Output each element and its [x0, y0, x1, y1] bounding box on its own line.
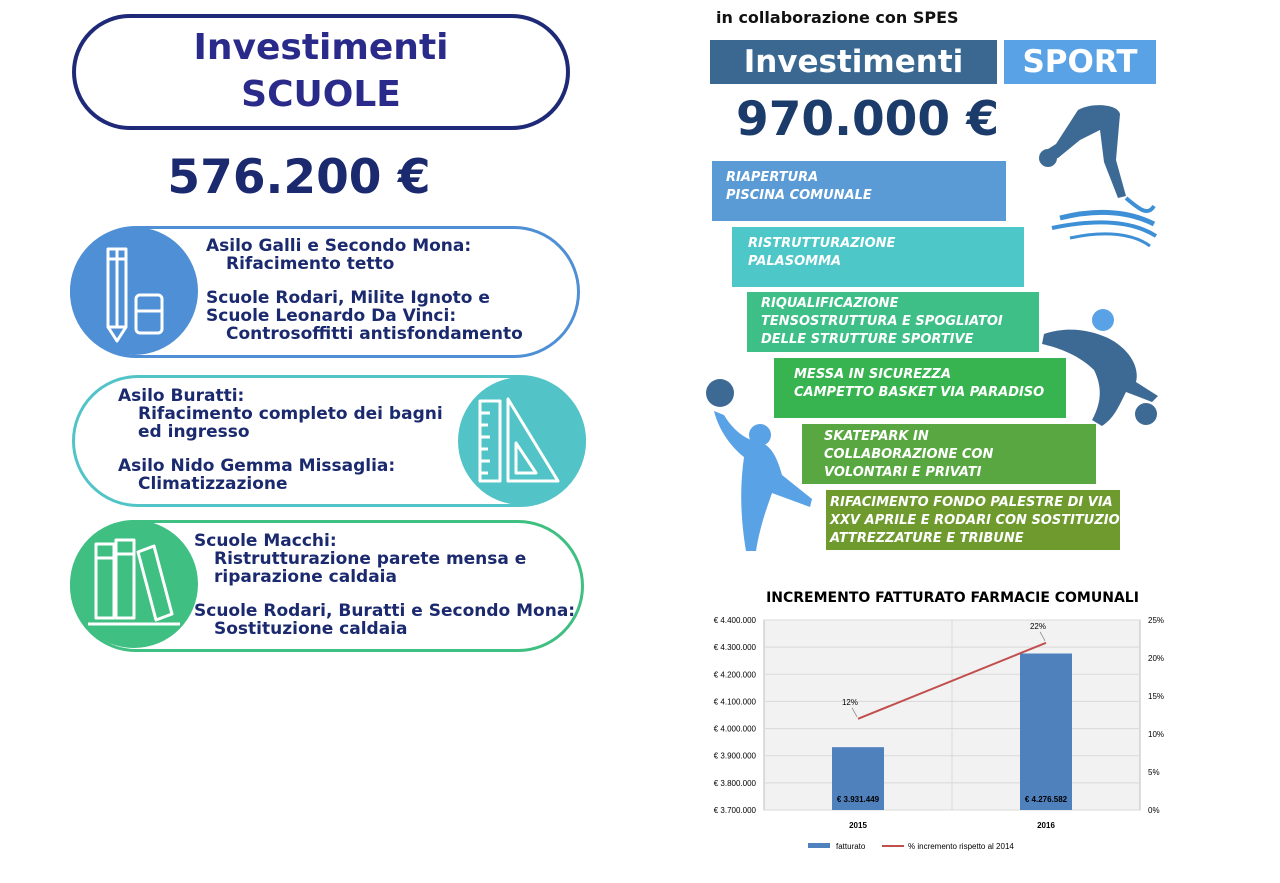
- school-card-line: Rifacimento tetto: [226, 254, 395, 274]
- school-card-line: Scuole Leonardo Da Vinci:: [206, 306, 457, 326]
- y-tick-label: € 3.900.000: [713, 751, 756, 761]
- sport-tag-box: SPORT: [1004, 40, 1156, 84]
- school-card-line: Ristrutturazione parete mensa e: [214, 549, 527, 569]
- scuole-amount: 576.200 €: [167, 150, 431, 205]
- school-card-line: Asilo Buratti:: [118, 386, 245, 406]
- y2-tick-label: 25%: [1148, 616, 1165, 625]
- volleyball-player-icon: [700, 375, 820, 555]
- x-tick-label: 2015: [849, 821, 867, 830]
- scuole-title-pill: [72, 14, 570, 130]
- sport-item-2: RISTRUTTURAZIONE PALASOMMA: [732, 227, 1024, 287]
- sport-item-5: SKATEPARK IN COLLABORAZIONE CON VOLONTARI E PRIVATI: [802, 424, 1096, 484]
- sport-item-6: RIFACIMENTO FONDO PALESTRE DI VIA XXV APRILE E RODARI CON SOSTITUZIONE ATTREZZATURE E TRIBUNE: [826, 490, 1120, 550]
- y-tick-label: € 4.000.000: [713, 724, 756, 734]
- y-tick-label: € 4.200.000: [713, 670, 756, 680]
- sport-investimenti-box: Investimenti: [710, 40, 997, 84]
- y2-tick-label: 15%: [1148, 692, 1165, 701]
- legend-label-fatturato: fatturato: [836, 842, 866, 851]
- bar-value-label: € 4.276.582: [1024, 795, 1068, 804]
- legend-label-increment: % incremento rispetto al 2014: [908, 842, 1014, 851]
- line-value-label: 22%: [1029, 621, 1047, 631]
- school-card-2-text: [118, 387, 443, 493]
- sport-amount: 970.000 €: [736, 92, 1000, 147]
- sport-item-4: MESSA IN SICUREZZA CAMPETTO BASKET VIA PARADISO: [774, 358, 1066, 418]
- y2-tick-label: 20%: [1148, 654, 1165, 663]
- school-card-line: [206, 273, 523, 289]
- school-card-line: Scuole Rodari, Buratti e Secondo Mona:: [194, 601, 576, 621]
- school-card-line: Sostituzione caldaia: [214, 619, 408, 639]
- scuole-title-line2: SCUOLE: [241, 74, 401, 115]
- school-card-line: Asilo Galli e Secondo Mona:: [206, 236, 472, 256]
- school-card-line: Scuole Rodari, Milite Ignoto e: [206, 288, 490, 308]
- y2-tick-label: 5%: [1148, 768, 1160, 777]
- school-card-line: ed ingresso: [138, 422, 250, 442]
- chart-title: INCREMENTO FATTURATO FARMACIE COMUNALI: [766, 590, 1139, 606]
- legend-swatch-fatturato: [808, 843, 830, 848]
- school-card-line: Controsoffitti antisfondamento: [226, 324, 523, 344]
- soccer-player-icon: [1040, 300, 1164, 430]
- y-tick-label: € 4.100.000: [713, 697, 756, 707]
- school-card-line: [118, 441, 443, 457]
- y2-tick-label: 10%: [1148, 730, 1165, 739]
- school-card-1-text: [206, 237, 523, 343]
- y-tick-label: € 4.400.000: [713, 616, 756, 625]
- x-tick-label: 2016: [1037, 821, 1055, 830]
- y-tick-label: € 3.800.000: [713, 778, 756, 788]
- y-tick-label: € 3.700.000: [713, 806, 756, 815]
- y2-tick-label: 0%: [1148, 806, 1160, 815]
- school-card-line: riparazione caldaia: [214, 567, 397, 587]
- scuole-title-line1: Investimenti: [193, 27, 449, 69]
- school-card-line: Scuole Macchi:: [194, 531, 337, 551]
- collaboration-label: in collaborazione con SPES: [716, 8, 959, 27]
- pencil-eraser-icon: [70, 227, 198, 355]
- bar-2016: [1020, 653, 1072, 810]
- sport-item-1: RIAPERTURA PISCINA COMUNALE: [712, 161, 1006, 221]
- diver-icon: [1030, 100, 1160, 250]
- ruler-triangle-icon: [458, 377, 586, 505]
- y-tick-label: € 4.300.000: [713, 643, 756, 653]
- books-icon: [70, 520, 198, 648]
- school-card-line: Rifacimento completo dei bagni: [138, 404, 443, 424]
- school-card-line: Asilo Nido Gemma Missaglia:: [118, 456, 396, 476]
- school-card-line: [194, 586, 575, 602]
- sport-item-3: RIQUALIFICAZIONE TENSOSTRUTTURA E SPOGLIATOI DELLE STRUTTURE SPORTIVE: [747, 292, 1039, 352]
- school-card-3-text: [194, 532, 575, 638]
- bar-value-label: € 3.931.449: [836, 795, 880, 804]
- pharmacy-revenue-chart: [700, 608, 1200, 868]
- school-card-line: Climatizzazione: [138, 474, 288, 494]
- line-value-label: 12%: [841, 697, 859, 707]
